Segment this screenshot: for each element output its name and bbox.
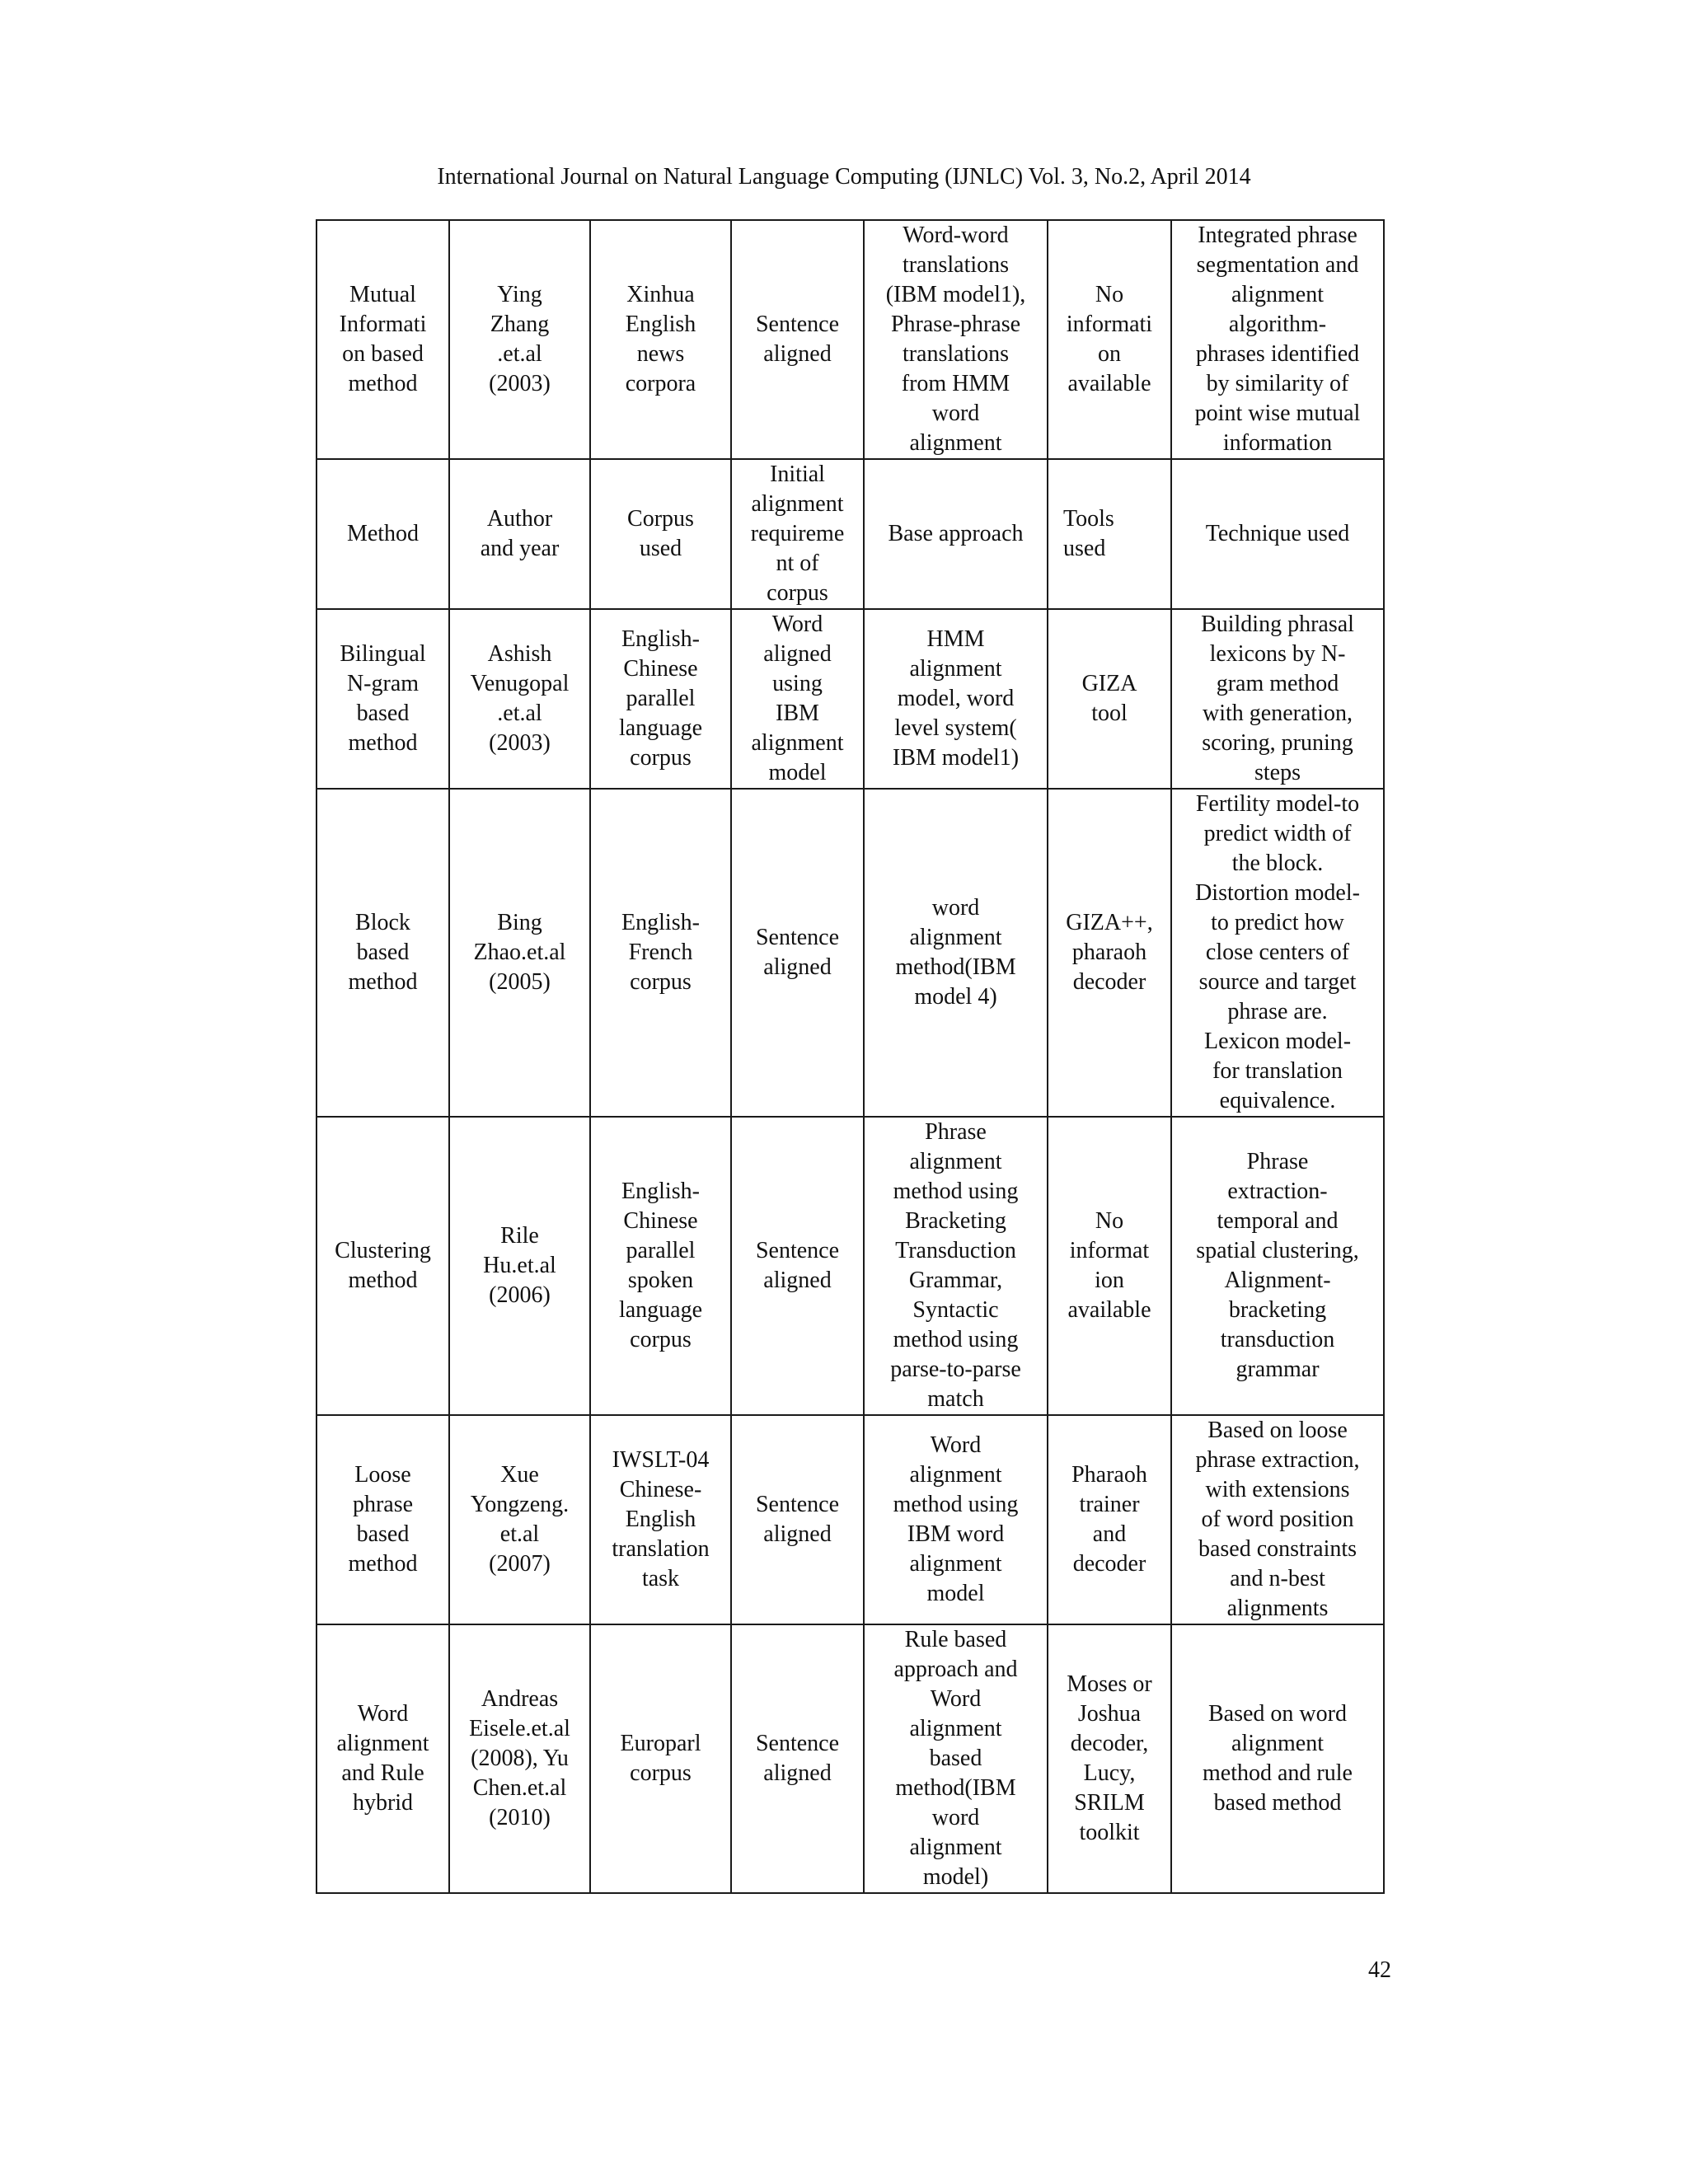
cell-line: Phrase: [1246, 1149, 1309, 1174]
cell-line: word: [931, 401, 980, 426]
cell-line: method using: [893, 1179, 1019, 1204]
cell-line: aligned: [763, 1760, 832, 1786]
table-cell: [1171, 1624, 1384, 1893]
table-cell: [864, 1415, 1048, 1624]
cell-line: Pharaoh: [1071, 1462, 1147, 1488]
cell-line: and n-best: [1230, 1566, 1325, 1591]
table-cell: [590, 459, 731, 609]
cell-line: Fertility model-to: [1195, 791, 1360, 817]
cell-line: Distortion model-: [1195, 880, 1360, 906]
table-cell: [449, 220, 590, 459]
cell-line: available: [1067, 371, 1151, 396]
cell-line: language: [618, 1297, 703, 1323]
cell-line: Chen.et.al: [472, 1775, 567, 1801]
cell-line: alignment: [909, 656, 1002, 682]
table-cell: [590, 220, 731, 459]
cell-line: Word: [771, 612, 823, 637]
cell-line: Alignment-: [1224, 1268, 1331, 1293]
cell-line: of word position: [1201, 1507, 1354, 1532]
cell-line: decoder: [1072, 969, 1146, 995]
table-cell: [1048, 1117, 1171, 1415]
cell-line: hybrid: [352, 1790, 414, 1816]
cell-line: algorithm-: [1228, 312, 1327, 337]
cell-line: translation: [612, 1536, 710, 1562]
cell-line: used: [639, 536, 682, 561]
table-cell: [1048, 220, 1171, 459]
table-cell: [1171, 220, 1384, 459]
table-cell: [1048, 789, 1171, 1117]
table-cell: [864, 459, 1048, 609]
table-cell: [731, 609, 864, 789]
cell-line: English-: [621, 626, 700, 652]
cell-line: Zhang: [490, 312, 550, 337]
cell-line: method: [348, 969, 418, 995]
table-cell: [316, 1415, 449, 1624]
page-number: 42: [1368, 1957, 1391, 1983]
cell-line: GIZA++,: [1066, 910, 1153, 935]
cell-line: based method: [1213, 1790, 1342, 1816]
cell-line: Sentence: [755, 1731, 840, 1756]
cell-line: corpus: [630, 969, 692, 995]
table-cell: [1171, 609, 1384, 789]
cell-line: Chinese: [623, 656, 698, 682]
cell-line: Based on loose: [1207, 1418, 1348, 1443]
cell-line: alignment: [909, 925, 1002, 950]
cell-line: based: [356, 940, 410, 965]
table-cell: [1048, 609, 1171, 789]
cell-line: Based on word: [1208, 1701, 1347, 1727]
table-cell: [1171, 789, 1384, 1117]
cell-line: Venugopal: [470, 671, 570, 696]
cell-line: bracketing: [1228, 1297, 1327, 1323]
cell-line: point wise mutual: [1194, 401, 1361, 426]
cell-line: (2005): [489, 969, 551, 995]
cell-line: grammar: [1236, 1357, 1320, 1382]
cell-line: on based: [342, 341, 424, 367]
table-cell: [590, 609, 731, 789]
cell-line: the block.: [1231, 851, 1324, 876]
cell-line: alignment: [909, 1149, 1002, 1174]
cell-line: Mutual: [349, 282, 416, 307]
cell-line: Clustering: [335, 1238, 431, 1263]
cell-line: Bracketing: [905, 1208, 1006, 1234]
cell-line: word: [931, 1805, 980, 1830]
cell-line: method(IBM: [895, 1775, 1016, 1801]
cell-line: corpus: [630, 745, 692, 771]
cell-line: IWSLT-04: [612, 1447, 710, 1473]
cell-line: approach and: [893, 1657, 1018, 1682]
cell-line: Lucy,: [1083, 1760, 1136, 1786]
cell-line: aligned: [763, 1268, 832, 1293]
cell-line: transduction: [1220, 1327, 1335, 1352]
cell-line: parse-to-parse: [890, 1357, 1021, 1382]
table-cell: [590, 1624, 731, 1893]
cell-line: aligned: [763, 954, 832, 980]
cell-line: segmentation and: [1196, 252, 1359, 278]
cell-line: model: [768, 760, 827, 785]
cell-line: aligned: [763, 341, 832, 367]
table-cell: [731, 789, 864, 1117]
cell-line: method and rule: [1203, 1760, 1353, 1786]
cell-line: Hu.et.al: [483, 1253, 556, 1278]
cell-line: based constraints: [1198, 1536, 1357, 1562]
cell-line: Block: [355, 910, 410, 935]
cell-line: parallel: [626, 1238, 696, 1263]
cell-line: extraction-: [1227, 1179, 1328, 1204]
cell-line: (2003): [489, 371, 551, 396]
cell-line: available: [1067, 1297, 1151, 1323]
cell-line: phrase extraction,: [1195, 1447, 1360, 1473]
cell-line: Phrase: [925, 1119, 987, 1145]
table-cell: [316, 459, 449, 609]
cell-line: Rile: [500, 1223, 539, 1249]
cell-line: Word: [930, 1432, 982, 1458]
cell-line: with extensions: [1205, 1477, 1350, 1502]
cell-line: method: [348, 730, 418, 756]
cell-line: Joshua: [1077, 1701, 1142, 1727]
cell-line: Ashish: [487, 641, 552, 667]
table-cell: [316, 789, 449, 1117]
cell-line: gram method: [1216, 671, 1339, 696]
cell-line: scoring, pruning: [1202, 730, 1353, 756]
comparison-table: [316, 219, 1385, 1894]
cell-line: Phrase-phrase: [890, 312, 1021, 337]
cell-line: Xue: [500, 1462, 539, 1488]
cell-line: Sentence: [755, 312, 840, 337]
cell-line: method using: [893, 1492, 1019, 1517]
cell-line: Ying: [497, 282, 542, 307]
cell-line: ion: [1095, 1268, 1124, 1293]
cell-line: aligned: [763, 641, 832, 667]
cell-line: on: [1098, 341, 1121, 367]
table-cell: [731, 1117, 864, 1415]
table-row: [316, 789, 1384, 1117]
cell-line: (IBM model1),: [885, 282, 1026, 307]
table-row: [316, 220, 1384, 459]
table-cell: [590, 789, 731, 1117]
cell-line: Zhao.et.al: [473, 940, 566, 965]
cell-line: method using: [893, 1327, 1019, 1352]
table-cell: [1171, 459, 1384, 609]
cell-line: GIZA: [1081, 671, 1137, 696]
table-cell: [449, 609, 590, 789]
cell-line: informat: [1069, 1238, 1150, 1263]
cell-line: corpora: [625, 371, 696, 396]
table-cell: [1048, 459, 1171, 609]
table-cell: [864, 220, 1048, 459]
cell-line: Word: [357, 1701, 409, 1727]
cell-line: alignment: [909, 1551, 1002, 1577]
cell-line: for translation: [1212, 1058, 1343, 1084]
cell-line: alignment: [1231, 1731, 1324, 1756]
cell-line: alignment: [909, 430, 1002, 456]
cell-line: SRILM: [1074, 1790, 1145, 1816]
cell-line: phrase: [352, 1492, 414, 1517]
cell-line: (2010): [489, 1805, 551, 1830]
cell-line: based: [356, 1521, 410, 1547]
table-row: [316, 1624, 1384, 1893]
table-cell: [316, 220, 449, 459]
cell-line: No: [1095, 1208, 1124, 1234]
cell-line: Base approach: [888, 521, 1024, 546]
cell-line: Informati: [339, 312, 427, 337]
cell-line: Technique used: [1205, 521, 1350, 546]
cell-line: news: [636, 341, 685, 367]
cell-line: based: [356, 701, 410, 726]
cell-line: spoken: [627, 1268, 694, 1293]
cell-line: Bing: [497, 910, 542, 935]
cell-line: IBM word: [907, 1521, 1005, 1547]
cell-line: level system(: [894, 715, 1017, 741]
cell-line: alignment: [909, 1835, 1002, 1860]
cell-line: nt of: [776, 551, 819, 576]
cell-line: Grammar,: [908, 1268, 1003, 1293]
cell-line: trainer: [1079, 1492, 1140, 1517]
table-cell: [449, 789, 590, 1117]
table-cell: [316, 609, 449, 789]
cell-line: by similarity of: [1206, 371, 1349, 396]
cell-line: (2006): [489, 1282, 551, 1308]
cell-line: alignment: [1231, 282, 1324, 307]
cell-line: et.al: [499, 1521, 540, 1547]
cell-line: method: [348, 371, 418, 396]
cell-line: pharaoh: [1071, 940, 1147, 965]
cell-line: corpus: [767, 580, 828, 606]
cell-line: phrases identified: [1195, 341, 1360, 367]
table-cell: [1171, 1415, 1384, 1624]
cell-line: with generation,: [1203, 701, 1353, 726]
cell-line: Loose: [354, 1462, 411, 1488]
cell-line: Syntactic: [912, 1297, 999, 1323]
table-cell: [864, 789, 1048, 1117]
cell-line: (2003): [489, 730, 551, 756]
cell-line: lexicons by N-: [1209, 641, 1346, 667]
cell-line: requireme: [750, 521, 845, 546]
cell-line: IBM: [776, 701, 819, 726]
table-cell: [864, 1117, 1048, 1415]
cell-line: Method: [346, 521, 420, 546]
table-cell: [449, 1624, 590, 1893]
cell-line: toolkit: [1079, 1820, 1140, 1845]
table-cell: [1048, 1415, 1171, 1624]
cell-line: .et.al: [497, 701, 542, 726]
cell-line: Tools: [1063, 506, 1114, 532]
cell-line: translations: [902, 341, 1010, 367]
cell-line: English-: [621, 910, 700, 935]
table-cell: [731, 1624, 864, 1893]
table-cell: [1171, 1117, 1384, 1415]
table-row: [316, 1117, 1384, 1415]
journal-header: International Journal on Natural Language Computing (IJNLC) Vol. 3, No.2, April 2014: [437, 164, 1251, 190]
cell-line: from HMM: [901, 371, 1010, 396]
table-cell: [590, 1117, 731, 1415]
table-cell: [316, 1117, 449, 1415]
cell-line: Sentence: [755, 1238, 840, 1263]
cell-line: and Rule: [341, 1760, 424, 1786]
cell-line: Building phrasal: [1201, 612, 1354, 637]
cell-line: Author: [486, 506, 553, 532]
cell-line: used: [1063, 536, 1106, 561]
cell-line: parallel: [626, 686, 696, 711]
cell-line: Sentence: [755, 1492, 840, 1517]
cell-line: Initial: [770, 462, 825, 487]
cell-line: predict width of: [1203, 821, 1352, 846]
cell-line: Europarl: [620, 1731, 701, 1756]
cell-line: spatial clustering,: [1196, 1238, 1359, 1263]
cell-line: translations: [902, 252, 1010, 278]
cell-line: corpus: [630, 1760, 692, 1786]
table-row: [316, 1415, 1384, 1624]
cell-line: tool: [1091, 701, 1128, 726]
cell-line: Andreas: [481, 1686, 559, 1712]
cell-line: Xinhua: [626, 282, 695, 307]
cell-line: using: [772, 671, 823, 696]
table-cell: [1048, 1624, 1171, 1893]
cell-line: N-gram: [346, 671, 420, 696]
table-cell: [731, 220, 864, 459]
cell-line: equivalence.: [1219, 1088, 1336, 1113]
cell-line: IBM model1): [892, 745, 1020, 771]
cell-line: French: [628, 940, 693, 965]
cell-line: informati: [1066, 312, 1153, 337]
cell-line: Yongzeng.: [470, 1492, 570, 1517]
cell-line: alignment: [751, 730, 844, 756]
cell-line: model, word: [897, 686, 1015, 711]
cell-line: based: [929, 1746, 982, 1771]
cell-line: Sentence: [755, 925, 840, 950]
table-cell: [449, 1415, 590, 1624]
cell-line: decoder,: [1070, 1731, 1149, 1756]
cell-line: alignment: [909, 1462, 1002, 1488]
cell-line: (2008), Yu: [471, 1746, 569, 1771]
cell-line: temporal and: [1217, 1208, 1339, 1234]
cell-line: Eisele.et.al: [469, 1716, 570, 1741]
cell-line: model: [926, 1581, 985, 1606]
cell-line: and year: [480, 536, 560, 561]
cell-line: method: [348, 1551, 418, 1577]
cell-line: alignment: [336, 1731, 429, 1756]
cell-line: Bilingual: [340, 641, 426, 667]
table-header-row: [316, 459, 1384, 609]
cell-line: steps: [1254, 760, 1301, 785]
cell-line: alignment: [909, 1716, 1002, 1741]
table-cell: [731, 459, 864, 609]
cell-line: Lexicon model-: [1203, 1029, 1352, 1054]
cell-line: Moses or: [1067, 1671, 1152, 1697]
cell-line: Integrated phrase: [1198, 223, 1357, 248]
cell-line: corpus: [630, 1327, 692, 1352]
cell-line: alignment: [751, 491, 844, 517]
cell-line: source and target: [1198, 969, 1357, 995]
table-cell: [864, 609, 1048, 789]
cell-line: phrase are.: [1227, 999, 1328, 1024]
table-cell: [316, 1624, 449, 1893]
cell-line: English: [625, 312, 696, 337]
cell-line: decoder: [1072, 1551, 1146, 1577]
cell-line: Rule based: [904, 1627, 1007, 1652]
table-cell: [864, 1624, 1048, 1893]
cell-line: to predict how: [1211, 910, 1344, 935]
cell-line: Corpus: [627, 506, 694, 532]
cell-line: language: [618, 715, 703, 741]
cell-line: English-: [621, 1179, 700, 1204]
table-row: [316, 609, 1384, 789]
cell-line: Word-word: [903, 223, 1009, 248]
cell-line: method: [348, 1268, 418, 1293]
table-cell: [449, 1117, 590, 1415]
cell-line: method(IBM: [895, 954, 1016, 980]
cell-line: information: [1222, 430, 1333, 456]
cell-line: Chinese-: [619, 1477, 702, 1502]
cell-line: English: [625, 1507, 696, 1532]
cell-line: match: [927, 1386, 984, 1412]
cell-line: word: [931, 895, 980, 921]
cell-line: and: [1092, 1521, 1127, 1547]
cell-line: HMM: [926, 626, 985, 652]
cell-line: alignments: [1226, 1596, 1329, 1621]
table-cell: [731, 1415, 864, 1624]
cell-line: task: [641, 1566, 680, 1591]
cell-line: (2007): [489, 1551, 551, 1577]
cell-line: Transduction: [895, 1238, 1016, 1263]
cell-line: Word: [930, 1686, 982, 1712]
cell-line: aligned: [763, 1521, 832, 1547]
cell-line: .et.al: [497, 341, 542, 367]
cell-line: close centers of: [1205, 940, 1350, 965]
cell-line: model): [922, 1864, 989, 1890]
table-cell: [449, 459, 590, 609]
cell-line: model 4): [914, 984, 997, 1010]
cell-line: Chinese: [623, 1208, 698, 1234]
table-cell: [590, 1415, 731, 1624]
cell-line: No: [1095, 282, 1124, 307]
